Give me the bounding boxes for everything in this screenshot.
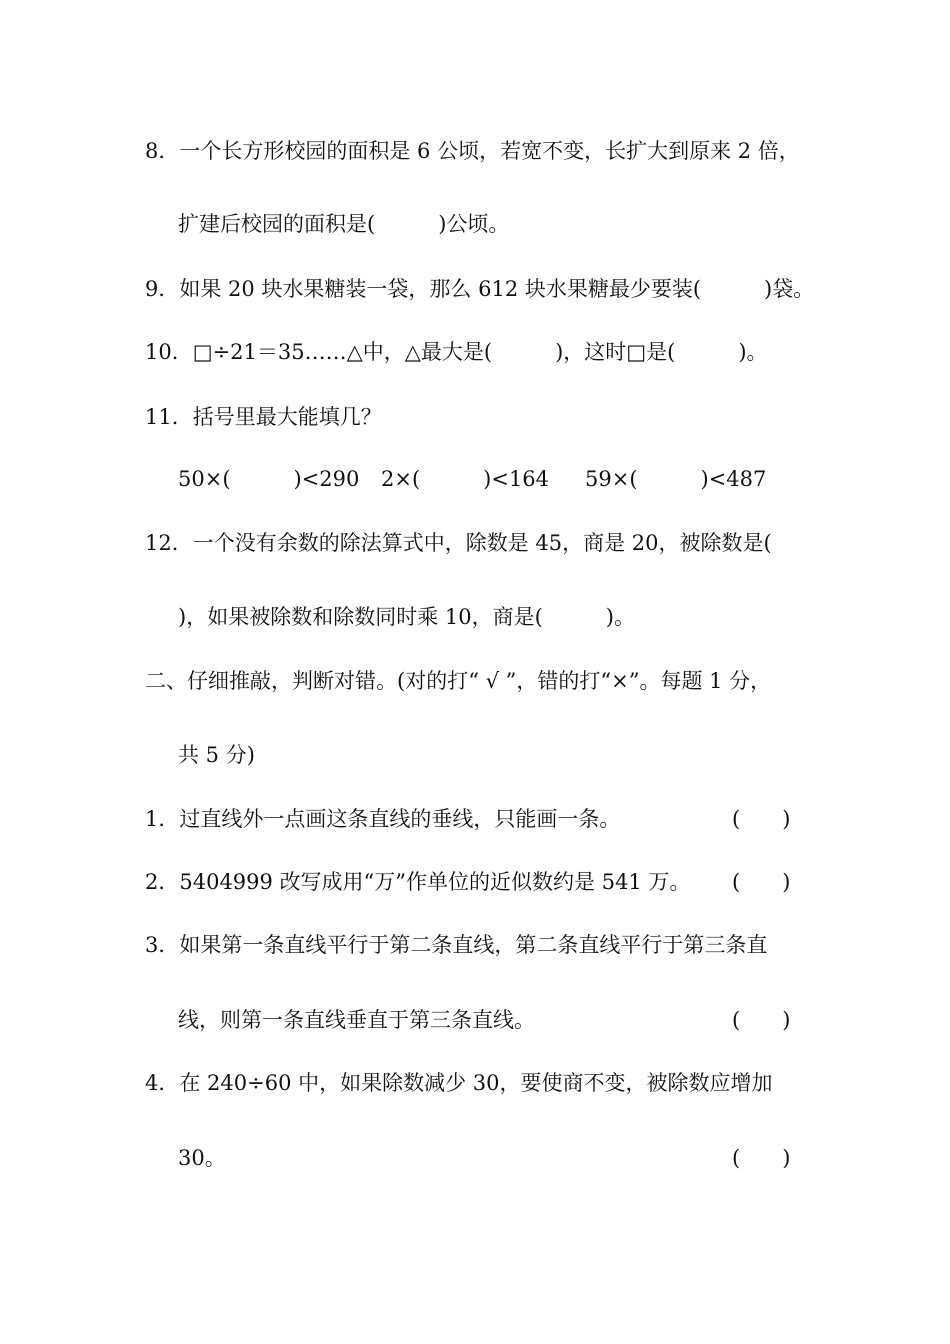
q8-line1: 8．一个长方形校园的面积是 6 公顷，若宽不变，长扩大到原来 2 倍，: [145, 139, 800, 163]
q11-item-1: 50×( )<290: [178, 467, 360, 491]
q9: 9．如果 20 块水果糖装一袋，那么 612 块水果糖最少要装( )袋。: [145, 277, 815, 301]
judge-item-3-line1: 3．如果第一条直线平行于第二条直线，第二条直线平行于第三条直: [145, 933, 768, 957]
q8-line2: 扩建后校园的面积是( )公顷。: [178, 212, 510, 236]
section2-header-line1: 二、仔细推敲，判断对错。(对的打“ √ ”，错的打“×”。每题 1 分，: [145, 669, 772, 693]
q11-title: 11．括号里最大能填几？: [145, 405, 382, 429]
q11-item-3: 59×( )<487: [585, 467, 767, 491]
section2-header-line2: 共 5 分): [178, 743, 255, 767]
q12-line1: 12．一个没有余数的除法算式中，除数是 45，商是 20，被除数是(: [145, 531, 772, 555]
judge-item-4-line2: 30。: [178, 1146, 226, 1170]
q10: 10．□÷21＝35……△中，△最大是( )，这时□是( )。: [145, 340, 768, 364]
judge-item-3-line2: 线，则第一条直线垂直于第三条直线。: [178, 1008, 535, 1032]
judge-item-2: 2．5404999 改写成用“万”作单位的近似数约是 541 万。: [145, 870, 691, 894]
q11-item-2: 2×( )<164: [381, 467, 550, 491]
q12-line2: )，如果被除数和除数同时乘 10，商是( )。: [178, 605, 635, 629]
judge-item-4-line1: 4．在 240÷60 中，如果除数减少 30，要使商不变，被除数应增加: [145, 1071, 773, 1095]
judge-answer-1[interactable]: ( ): [732, 807, 791, 831]
judge-answer-2[interactable]: ( ): [732, 870, 791, 894]
judge-item-1: 1．过直线外一点画这条直线的垂线，只能画一条。: [145, 807, 621, 831]
judge-answer-3[interactable]: ( ): [732, 1008, 791, 1032]
judge-answer-4[interactable]: ( ): [732, 1146, 791, 1170]
